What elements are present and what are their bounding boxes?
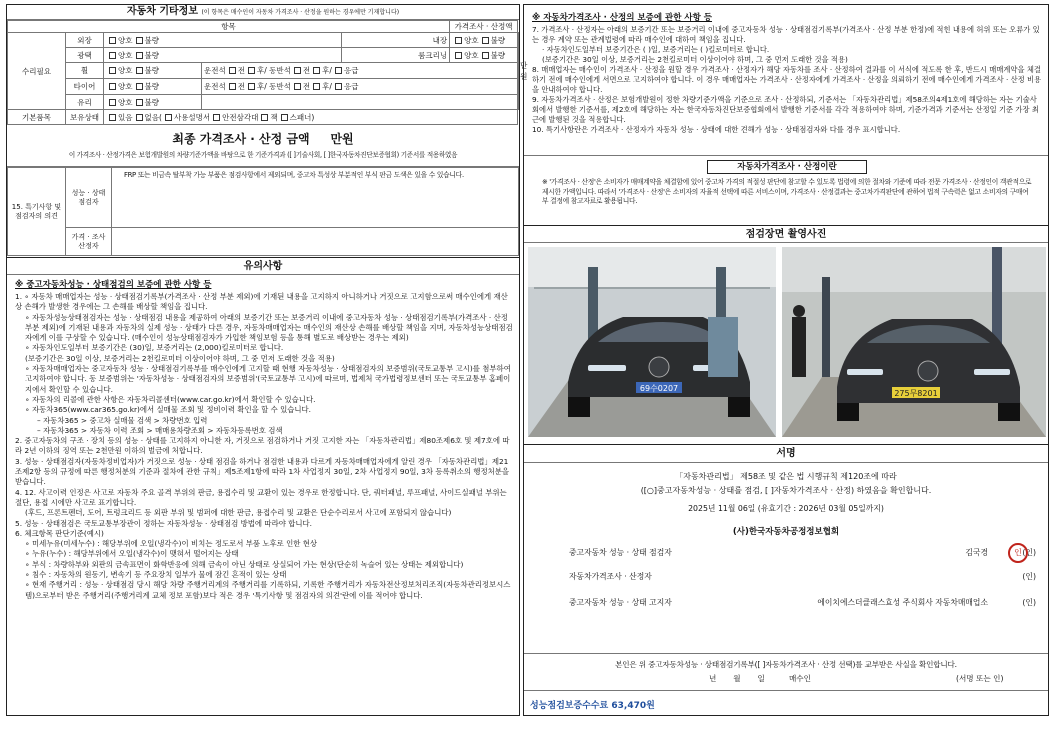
appraiser-row-label: 가격 · 조사 산정자: [66, 228, 112, 256]
wheel-label: 휠: [66, 63, 104, 79]
photo-front-car: [528, 247, 776, 437]
notice-item: 4. 12. 사고이력 인정은 사고로 자동차 주요 골격 부위의 판금, 용접수리 및 교환이 있는 경우로 한정합니다. 단, 쿼터패널, 루프패널, 사이드실패널 부위는 절단, 용접 시에만 사고로 표기합니다.: [15, 487, 507, 507]
good-checkbox[interactable]: [109, 52, 116, 59]
inspector-opinion: FRP 또는 비금속 탈부착 가능 부품은 점검사항에서 제외되며, 중고차 특성상 부분적인 부식 판금 도색은 있을 수 있습니다.: [112, 168, 519, 228]
good-label: 양호: [118, 35, 133, 45]
sign-mark[interactable]: (인): [1022, 548, 1036, 557]
triangle-label: 안전삼각대: [222, 112, 259, 122]
sign-row: [524, 571, 1048, 583]
triangle-checkbox[interactable]: [213, 114, 220, 121]
other-info-header: [7, 5, 519, 20]
good-label: 양호: [118, 82, 133, 91]
notice-item: 2. 중고자동차의 구조 · 장치 등의 성능 · 상태를 고지하지 아니한 자, 거짓으로 점검하거나 거짓 고지한 자는 「자동차관리법」제80조제6호 및 제7호에 따라 2년 이하의 징역 또는 2천만원 이하의 벌금에 처합니다.: [15, 436, 510, 456]
fee-area: [524, 690, 1048, 715]
notice-subtitle: ※ 중고자동차성능 · 상태점검의 보증에 관한 사항 등: [15, 280, 212, 290]
manual-label: 사용설명서: [173, 112, 211, 122]
rear-label: 후: [257, 66, 265, 75]
box-title: 자동차가격조사 · 산정이란: [707, 160, 867, 174]
bad-checkbox[interactable]: [136, 67, 143, 74]
notice-item: ∘ 현재 주행거리 : 성능 · 상태점검 당시 해당 차량 주행거리계의 주행거리를 기록하되, 기록한 주행거리가 자동차전산정보처리조직(자동차관리정보시스템)으로부터 받은 주행거리(주행거리계 교체 정보 포함)보다 적은 경우 '특기사항 및 점검자의 의견'란에 이를 적어야 합니다.: [25, 580, 511, 600]
yes-label: 있음: [118, 112, 133, 122]
price-definition-box: [524, 155, 1048, 225]
glass-label: 유리: [66, 95, 104, 110]
bad-label: 불량: [144, 97, 159, 107]
bad-label: 불량: [144, 50, 159, 60]
tire-label: 타이어: [66, 79, 104, 95]
tire-options: [104, 79, 202, 95]
law-line: 「자동차관리법」 제58조 및 같은 법 시행규칙 제120조에 따라: [675, 472, 897, 481]
notice-title: 유의사항: [7, 257, 519, 275]
jack-label: 잭: [270, 112, 278, 122]
driver-label: 운전석: [204, 82, 226, 91]
notice-list: [7, 292, 519, 601]
notice-item: 3. 성능 · 상태점검자(자동차정비업자)가 거짓으로 성능 · 상태 점검을 하거나 점검한 내용과 다르게 자동차매매업자에게 알린 경우 「자동차관리법」제21조제2항 등의 규정에 따른 행정처분의 기준과 절차에 관한 규칙」제5조제1항에 따라 1차 사업정지 30일, 2차 사업정지 90일, 3차 등록취소의 행정처분을 받습니다.: [15, 456, 510, 487]
final-price-unit: 만원: [330, 132, 354, 146]
bad-checkbox[interactable]: [136, 37, 143, 44]
notice-item: 1. ∘ 자동차 매매업자는 성능 · 상태점검기록부(가격조사 · 산정 부분 제외)에 기재된 내용을 고지하지 아니하거나 거짓으로 고지함으로써 매수인에게 재산상 손해가 발생한 경우에는 그 손해를 배상할 책임을 집니다.: [15, 292, 508, 312]
exterior-label: 외장: [66, 33, 104, 48]
notice-item: ∘ 미세누유(미세누수) : 해당부위에 오일(냉각수)이 비치는 정도로서 부품 노후로 인한 현상: [25, 539, 318, 549]
inspector-row-label: 성능 · 상태 점검자: [66, 168, 112, 228]
repair-unit: 만원: [520, 61, 528, 81]
receipt-line: 본인은 위 중고자동차성능 · 상태점검기록부([ ]자동차가격조사 · 산정 선택)를 교부받은 사실을 확인합니다.: [615, 660, 957, 669]
good-checkbox[interactable]: [109, 83, 116, 90]
sign-area: [524, 463, 1048, 638]
photo-rear-car: [782, 247, 1046, 437]
interior-options: [450, 33, 518, 48]
gloss-options: [104, 48, 342, 63]
notice-item: (보증기간은 30일 이상, 보증거리는 2천킬로미터 이상이어야 하며, 그 중 먼저 도래한 것을 적용): [25, 353, 335, 363]
notice-item: ∘ 자동차성능상태점검자는 성능 · 상태점검 내용을 제공하여 아래의 보증기간 또는 보증거리 이내에 중고자동차 성능 · 상태점검기록부(가격조사 · 산정 부분 제외)에 기재된 내용과 자동차의 실제 성능 · 상태가 다른 경우, 자동차매매업자는 매수인의 재산상 손해를 배상할 책임을 지며, 자동차성능상태점검자에게 이를 구상할 수 있습니다. (매수인이 성능상태점검자가 가입한 책임보험 등을 통해 별도로 배상받는 경우는 제외): [25, 312, 513, 343]
repair-label: 수리필요: [8, 33, 66, 110]
notice-item: – 자동차365 > 자동차 이력 조회 > 매매용차량조회 > 자동차등록번호 검색: [37, 425, 283, 435]
receipt-area: [524, 653, 1048, 690]
tire-position: 운전석 전 후/ 동반석 전 후/ 응급: [202, 79, 518, 95]
wheel-options: [104, 63, 202, 79]
special-label: 15. 특기사항 및 점검자의 의견: [8, 168, 66, 256]
col-price-header: 가격조사 · 산정액: [450, 21, 518, 33]
price-guarantee-item: (보증기간은 30일 이상, 보증거리는 2천킬로미터 이상이어야 하며, 그 중 먼저 도래한 것을 적용): [542, 55, 848, 64]
notice-item: ∘ 침수 : 자동차의 원동기, 변속기 등 주요장치 일부가 물에 잠긴 흔적이 있는 상태: [25, 570, 287, 580]
urgent-checkbox[interactable]: [335, 67, 342, 74]
good-label: 양호: [118, 97, 133, 107]
final-price-note: 이 가격조사 · 산정가격은 보험개발원의 차량기준가액을 바탕으로 한 기준가격과 ([ ]기술사회, [ ]한국자동차진단보증협회) 기준서를 적용하였음: [68, 151, 458, 159]
special-table: [7, 167, 519, 256]
front-label: 전: [237, 66, 245, 75]
front-label: 전: [302, 82, 311, 91]
owned-label: 보유상태: [66, 110, 104, 125]
price-guarantee-item: 8. 매매업자는 매수인이 가격조사 · 산정을 원할 경우 가격조사 · 산정자가 해당 자동차를 조사 · 산정하여 결과를 이 서식에 적도록 한 후, 반드시 매매계약을 체결하기 전에 매수인에게 서면으로 고지하여야 합니다. 이 경우 매매업자는 가격조사 · 산정자에게 가격조사 · 산정을 의뢰하기 전에 매수인에게 가격조사 · 산정 비용을 안내하여야 합니다.: [532, 65, 1042, 94]
front-checkbox[interactable]: [229, 67, 236, 74]
roomclean-label: 룸크리닝: [342, 48, 450, 63]
front-label: 전: [302, 66, 311, 75]
check-line: ([○]중고자동차성능 · 상태를 점검, [ ]자동차가격조사 · 산정) 하였음을 확인합니다.: [640, 486, 932, 495]
association-name: (사)한국자동차공정정보협회: [732, 527, 840, 537]
sign-mark[interactable]: (인): [1022, 598, 1036, 607]
rear-label: 후: [322, 66, 330, 75]
rear-checkbox[interactable]: [248, 83, 255, 90]
final-price-line: [7, 125, 519, 147]
notice-item: ∘ 누유(누수) : 해당부위에서 오일(냉각수)이 맺혀서 떨어지는 상태: [25, 549, 239, 559]
sign-title: 서명: [524, 445, 1048, 463]
right-panel: [523, 4, 1049, 716]
notice-item: ∘ 자동차매매업자는 중고자동차 성능 · 상태점검기록부를 매수인에게 고지할 때 현행 자동차성능 · 상태점검자의 보증범위(국토교통부 고시)를 첨부하여 고지하여야 합니다. 동 보증범위는 '자동차성능 · 상태점검자의 보증범위'(국토교통부 고시)에 따르며, 법제처 국가법령정보센터 또는 국토교통부 홈페이지에서 확인할 수 있습니다.: [25, 364, 511, 394]
date-line: 2025년 11월 06일 (유효기간 : 2026년 03월 05일까지): [688, 504, 884, 513]
price-guarantee-subtitle: ※ 자동차가격조사 · 산정의 보증에 관한 사항 등: [532, 13, 713, 23]
seal-text: 인: [1014, 548, 1022, 557]
other-info-note: (이 항목은 매수인이 자동차 가격조사 · 산정을 원하는 경우에만 기재합니다): [201, 9, 400, 16]
fee-text: 성능점검보증수수료 63,470원: [530, 701, 655, 711]
front-checkbox[interactable]: [229, 83, 236, 90]
bad-checkbox[interactable]: [482, 52, 489, 59]
good-checkbox[interactable]: [109, 67, 116, 74]
yes-checkbox[interactable]: [109, 114, 116, 121]
sign-name: 에이치에스더클래스효성 주식회사 자동차매매업소: [817, 598, 988, 607]
bad-label: 불량: [144, 66, 159, 75]
bad-label: 불량: [144, 82, 159, 91]
sign-name: 김국경: [965, 548, 988, 557]
interior-label: 내장: [342, 33, 450, 48]
rear-label: 후: [257, 82, 265, 91]
price-guarantee-list: [524, 25, 1048, 155]
notice-item: ∘ 자동차인도일부터 보증기간은 (30)일, 보증거리는 (2,000)킬로미터로 합니다.: [25, 343, 284, 353]
good-label: 양호: [118, 66, 133, 75]
final-price-block: [7, 125, 519, 167]
good-label: 양호: [464, 35, 479, 45]
urgent-label: 응급: [343, 66, 359, 75]
roomclean-options: [450, 48, 518, 63]
price-guarantee-item: 7. 가격조사 · 산정자는 아래의 보증기간 또는 보증거리 이내에 중고자동차 성능 · 상태점검기록부(가격조사 · 산정 부분 한정)에 적힌 내용에 허위 또는 오류가 있는 경우 계약 또는 관계법령에 따라 매수인에 대하여 책임을 집니다.: [532, 25, 1040, 44]
price-guarantee-item: · 자동차인도일부터 보증기간은 ( )일, 보증거리는 ( )킬로미터로 합니다.: [542, 45, 770, 54]
gloss-label: 광택: [66, 48, 104, 63]
photo-title: 점검장면 촬영사진: [524, 225, 1048, 243]
box-text: ※ '가격조사 · 산정'은 소비자가 매매계약을 체결함에 있어 중고차 가격의 적절성 판단에 참고할 수 있도록 법령에 의한 절차와 기준에 따라 전문 가격조사 · 산정인이 객관적으로 제시한 가액입니다. 따라서 '가격조사 · 산정'은 소비자의 자율적 선택에 따른 서비스이며, 가격조사 · 산정결과는 중고차가격판단에 관하여 법적 구속력은 없고 소비자의 구매여부 결정에 참고자료로 활용됩니다.: [542, 178, 1032, 206]
basic-options: 있음 없음( 사용설명서 안전삼각대 잭 스패너): [104, 110, 518, 125]
bad-label: 불량: [490, 35, 506, 45]
basic-label: 기본품목: [8, 110, 66, 125]
notice-item: (후드, 프론트펜더, 도어, 트렁크리드 등 외판 부위 및 범퍼에 대한 판금, 용접수리 및 교환은 단순수리로서 사고에 포함되지 않습니다): [25, 508, 452, 518]
final-price-label: 최종 가격조사 · 산정 금액: [172, 132, 310, 146]
spanner-checkbox[interactable]: [281, 114, 288, 121]
other-info-table: [7, 20, 528, 125]
sign-row: [524, 597, 1048, 609]
good-checkbox[interactable]: [455, 37, 462, 44]
rear-checkbox[interactable]: [313, 67, 320, 74]
notice-item: 5. 성능 · 상태점검은 국토교통부장관이 정하는 자동차성능 · 상태점검 방법에 따라야 합니다.: [15, 518, 312, 528]
passenger-label: 동반석: [269, 66, 291, 75]
good-checkbox[interactable]: [109, 37, 116, 44]
receipt-signature: (서명 또는 인): [956, 674, 1004, 683]
plate-front-1: 69수0207: [639, 384, 679, 393]
sign-role: 자동차가격조사 · 산정자: [569, 572, 652, 581]
rear-label: 후: [322, 82, 330, 91]
sign-role: 중고자동차 성능 · 상태 점검자: [569, 548, 672, 557]
passenger-label: 동반석: [269, 82, 291, 91]
bad-checkbox[interactable]: [136, 83, 143, 90]
good-label: 양호: [118, 50, 133, 60]
notice-item: 6. 체크항목 판단기준(예시): [15, 528, 104, 538]
price-guarantee-item: 9. 자동차가격조사 · 산정은 보험개발원이 정한 차량기준가액을 기준으로 조사 · 산정하되, 기준서는 「자동차관리법」제58조의4제1호에 해당하는 자는 기술사회에서 발행한 기준서를, 제2호에 해당하는 자는 한국자동차진단보증협회에서 발행한 기준서를 각각 적용하여야 하며, 기준가격과 기준서는 산정일 기준 가장 최근에 발행된 것을 적용합니다.: [532, 95, 1039, 124]
sign-role: 중고자동차 성능 · 상태 고지자: [569, 598, 672, 607]
col-item-header: 항목: [8, 21, 450, 33]
seal: [1008, 543, 1028, 563]
notice-item: ∘ 부식 : 차량하부와 외판의 금속표면이 화학반응에 의해 금속이 아닌 상태로 상실되어 가는 현상(단순히 녹슬어 있는 상태는 제외합니다): [25, 559, 464, 569]
glass-empty: [202, 95, 518, 110]
driver-label: 운전석: [204, 66, 226, 75]
rear-checkbox[interactable]: [313, 83, 320, 90]
bad-checkbox[interactable]: [482, 37, 489, 44]
urgent-label: 응급: [343, 82, 359, 91]
receipt-date: 년 월 일 매수인: [709, 674, 811, 683]
good-checkbox[interactable]: [455, 52, 462, 59]
front-label: 전: [237, 82, 245, 91]
jack-checkbox[interactable]: [261, 114, 268, 121]
glass-options: [104, 95, 202, 110]
plate-front-2: 275무8201: [894, 389, 938, 398]
manual-checkbox[interactable]: [165, 114, 172, 121]
other-info-title: 자동차 기타정보: [126, 6, 198, 17]
urgent-checkbox[interactable]: [335, 83, 342, 90]
good-label: 양호: [464, 50, 479, 60]
good-checkbox[interactable]: [109, 99, 116, 106]
no-label: 없음: [144, 112, 159, 122]
front-checkbox[interactable]: [294, 83, 301, 90]
bad-label: 불량: [144, 35, 159, 45]
notice-item: ∘ 자동차365(www.car365.go.kr)에서 실매물 조회 및 정비이력 확인을 할 수 있습니다.: [25, 405, 311, 415]
left-panel: [6, 4, 528, 716]
price-guarantee-item: 10. 특기사항란은 가격조사 · 산정자가 자동차 성능 · 상태에 대한 견해가 성능 · 상태점검자와 다를 경우 표시합니다.: [532, 125, 901, 134]
notice-item: – 자동차365 > 중고차 실매물 검색 > 차량번호 입력: [37, 415, 208, 425]
wheel-position: 운전석 전 후/ 동반석 전 후/ 응급: [202, 63, 518, 79]
bad-checkbox[interactable]: [136, 52, 143, 59]
rear-checkbox[interactable]: [248, 67, 255, 74]
notice-item: ∘ 자동차의 리콜에 관한 사항은 자동차리콜센터(www.car.go.kr)에서 확인할 수 있습니다.: [25, 394, 316, 404]
exterior-options: [104, 33, 342, 48]
spanner-label: 스패너: [289, 112, 312, 122]
bad-checkbox[interactable]: [136, 99, 143, 106]
no-checkbox[interactable]: [136, 114, 143, 121]
sign-mark[interactable]: (인): [1022, 572, 1036, 581]
sign-row: [524, 547, 1048, 559]
photo-area: [524, 243, 1048, 445]
appraiser-opinion: [112, 228, 519, 256]
front-checkbox[interactable]: [294, 67, 301, 74]
bad-label: 불량: [490, 50, 506, 60]
